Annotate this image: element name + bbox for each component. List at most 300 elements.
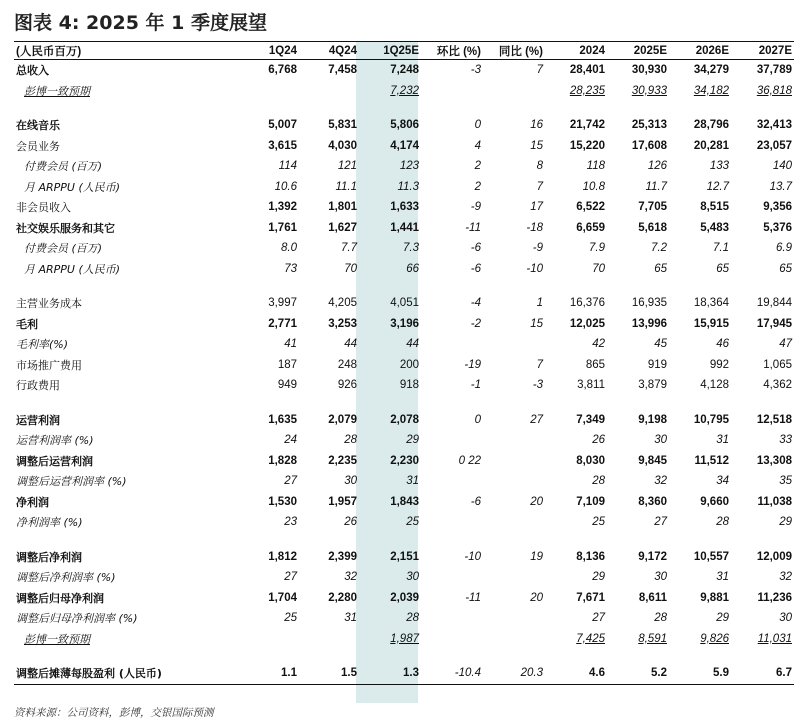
row-label: 净利润	[16, 495, 49, 509]
table-cell: 11,512	[694, 454, 729, 467]
table-row	[14, 512, 794, 533]
table-cell: 1,065	[763, 358, 792, 371]
table-cell: 865	[585, 358, 605, 371]
table-cell: 1,627	[328, 221, 357, 234]
table-cell: 9,826	[700, 632, 729, 645]
table-cell	[607, 396, 669, 410]
table-cell: -6	[470, 262, 481, 275]
table-cell	[483, 629, 545, 650]
table-cell: 29	[779, 516, 792, 529]
table-cell: 18,364	[693, 297, 729, 310]
table-cell: 5,007	[268, 119, 297, 132]
table-cell: 8,515	[700, 201, 729, 214]
header-cell: (人民币百万)	[14, 42, 234, 60]
table-cell: 28,796	[693, 119, 729, 132]
row-label: 市场推广费用	[16, 358, 82, 372]
table-cell: 0	[474, 119, 481, 132]
table-cell: 34,182	[693, 84, 729, 97]
table-cell	[483, 533, 545, 547]
row-label: 彭博一致预期	[24, 632, 90, 646]
table-cell: 28	[344, 434, 357, 447]
table-cell	[545, 279, 607, 293]
table-cell: 28	[592, 475, 605, 488]
table-cell: 11,236	[757, 591, 792, 604]
header-cell: 环比 (%)	[421, 42, 483, 60]
table-cell: 1,761	[268, 221, 297, 234]
table-cell: 7.3	[403, 242, 419, 255]
page-title: 图表 4: 2025 年 1 季度展望	[14, 12, 267, 34]
table-cell: 2,771	[268, 317, 297, 330]
row-label: 付费会员 (百万)	[24, 242, 103, 256]
table-cell: 8,360	[638, 495, 667, 508]
table-cell	[483, 512, 545, 533]
table-cell: 7,705	[638, 201, 667, 214]
table-cell: -4	[470, 297, 481, 310]
table-cell: 17,608	[631, 139, 667, 152]
header-cell: 2025E	[607, 42, 669, 60]
table-cell: 5,831	[328, 119, 357, 132]
table-cell	[421, 430, 483, 451]
table-cell	[359, 649, 421, 663]
table-cell: 1,812	[268, 550, 297, 563]
table-cell: 16,935	[631, 297, 667, 310]
spacer-row	[14, 101, 794, 115]
table-cell: 3,879	[638, 379, 667, 392]
table-cell	[669, 279, 731, 293]
table-cell	[234, 533, 299, 547]
table-cell: 23,057	[756, 139, 792, 152]
row-label	[14, 396, 234, 410]
table-cell	[421, 471, 483, 492]
table-row	[14, 177, 794, 198]
table-cell: 15	[530, 139, 543, 152]
table-row	[14, 492, 794, 513]
table-cell: 1.1	[234, 663, 299, 684]
table-cell: 2,151	[390, 550, 419, 563]
table-cell: 30	[779, 612, 792, 625]
table-cell: 28	[716, 516, 729, 529]
table-cell: 46	[716, 338, 729, 351]
table-cell: 1,957	[328, 495, 357, 508]
table-cell: -11	[465, 591, 481, 604]
table-cell: 7	[536, 358, 543, 371]
source-footnote: 资料来源：公司资料，彭博，交银国际预测	[14, 707, 214, 719]
row-label	[14, 533, 234, 547]
table-row	[14, 430, 794, 451]
table-cell: 8,030	[576, 454, 605, 467]
row-label: 毛利	[16, 317, 38, 331]
table-cell: 32	[654, 475, 667, 488]
table-cell	[421, 649, 483, 663]
table-cell	[731, 279, 794, 293]
table-cell: 1,828	[268, 454, 297, 467]
table-cell: 1	[536, 297, 543, 310]
table-cell: 65	[779, 262, 792, 275]
table-cell: 118	[586, 160, 605, 173]
table-cell: 1,392	[268, 201, 297, 214]
table-row	[14, 293, 794, 314]
table-cell: 2,235	[328, 454, 357, 467]
table-cell: -18	[526, 221, 543, 234]
table-cell: 7,671	[576, 591, 605, 604]
row-label: 调整后归母净利润	[16, 591, 104, 605]
table-cell: 0	[474, 413, 481, 426]
table-cell: -10.4	[421, 663, 483, 684]
table-cell: 2,399	[328, 550, 357, 563]
table-cell: 7,425	[576, 632, 605, 645]
table-cell: 2,280	[328, 591, 357, 604]
table-cell	[483, 81, 545, 102]
table-cell	[234, 279, 299, 293]
table-row	[14, 238, 794, 259]
table-cell: 20.3	[483, 663, 545, 684]
table-cell: 3,253	[328, 317, 357, 330]
table-cell: 248	[337, 358, 357, 371]
table-cell: 70	[592, 262, 605, 275]
table-cell	[421, 512, 483, 533]
table-cell	[299, 629, 359, 650]
table-cell: -3	[470, 64, 481, 77]
table-cell: 33	[779, 434, 792, 447]
table-cell: 7,248	[390, 64, 419, 77]
table-cell: 47	[779, 338, 792, 351]
table-cell	[421, 608, 483, 629]
header-cell: 2026E	[669, 42, 731, 60]
table-row	[14, 115, 794, 136]
table-cell	[299, 81, 359, 102]
row-label	[14, 101, 234, 115]
table-cell: 35	[779, 475, 792, 488]
table-cell: 2	[474, 180, 481, 193]
table-cell: 32	[344, 571, 357, 584]
table-cell: 7.7	[341, 242, 357, 255]
table-cell	[359, 533, 421, 547]
table-row	[14, 81, 794, 102]
row-label: 主营业务成本	[16, 297, 82, 311]
table-cell	[421, 81, 483, 102]
table-cell: 29	[716, 612, 729, 625]
table-cell: 32,413	[756, 119, 792, 132]
row-label: 调整后净利润率 (%)	[16, 571, 116, 585]
table-cell	[669, 649, 731, 663]
table-cell	[669, 101, 731, 115]
table-cell	[234, 649, 299, 663]
table-cell: 200	[399, 358, 419, 371]
table-cell	[607, 279, 669, 293]
table-cell: 1,633	[390, 201, 419, 214]
table-cell: 26	[592, 434, 605, 447]
table-cell: 11.7	[645, 180, 667, 193]
row-label: 付费会员 (百万)	[24, 160, 103, 174]
table-cell: 7,349	[576, 413, 605, 426]
table-cell: 24	[284, 434, 297, 447]
table-cell: 19	[530, 550, 543, 563]
table-cell: -6	[470, 242, 481, 255]
table-cell: 30,930	[631, 64, 667, 77]
table-cell	[234, 396, 299, 410]
table-cell: 44	[406, 338, 419, 351]
table-cell: 7	[536, 64, 543, 77]
table-cell: 926	[337, 379, 357, 392]
table-cell: 28	[654, 612, 667, 625]
table-cell	[731, 396, 794, 410]
table-cell	[299, 533, 359, 547]
header-cell: 4Q24	[299, 42, 359, 60]
table-cell: 6.7	[731, 663, 794, 684]
table-cell: 7.9	[589, 242, 605, 255]
spacer-row	[14, 649, 794, 663]
table-cell	[669, 533, 731, 547]
table-cell: 992	[709, 358, 729, 371]
table-cell: 36,818	[756, 84, 792, 97]
table-cell: 27	[284, 571, 297, 584]
table-cell: 9,660	[700, 495, 729, 508]
table-cell: 16	[530, 119, 543, 132]
row-label: 运营利润率 (%)	[16, 434, 94, 448]
table-cell	[359, 396, 421, 410]
row-label: 净利润率 (%)	[16, 516, 83, 530]
table-cell: 31	[344, 612, 357, 625]
table-cell: 8.0	[281, 242, 297, 255]
row-label	[14, 279, 234, 293]
table-cell: 7,109	[576, 495, 605, 508]
table-row	[14, 259, 794, 280]
table-row	[14, 547, 794, 568]
table-cell: 9,881	[700, 591, 729, 604]
table-cell: 140	[772, 160, 792, 173]
table-row	[14, 197, 794, 218]
table-cell: 918	[399, 379, 419, 392]
table-row	[14, 663, 794, 684]
table-cell: 32	[779, 571, 792, 584]
table-cell: 30	[654, 434, 667, 447]
table-cell: 7.1	[713, 242, 729, 255]
table-row	[14, 60, 794, 81]
row-label	[14, 649, 234, 663]
table-cell: 7,458	[328, 64, 357, 77]
row-label: 非会员收入	[16, 201, 71, 215]
table-cell: 2	[474, 160, 481, 173]
table-cell: 45	[654, 338, 667, 351]
table-cell: 4,051	[390, 297, 419, 310]
table-cell: -11	[465, 221, 481, 234]
table-cell: 12,009	[756, 550, 792, 563]
table-cell: 4,362	[763, 379, 792, 392]
table-cell: 114	[278, 160, 297, 173]
table-cell: 42	[592, 338, 605, 351]
table-cell: 1,635	[268, 413, 297, 426]
table-cell	[299, 649, 359, 663]
table-cell: 31	[406, 475, 419, 488]
table-cell: 12.7	[706, 180, 729, 193]
table-cell	[299, 396, 359, 410]
table-cell	[421, 279, 483, 293]
table-cell	[607, 533, 669, 547]
table-cell: 31	[716, 571, 729, 584]
table-cell: 4,174	[390, 139, 419, 152]
table-cell: 4.6	[545, 663, 607, 684]
table-row	[14, 156, 794, 177]
table-cell: 44	[344, 338, 357, 351]
row-label: 运营利润	[16, 413, 60, 427]
table-cell: 16,376	[569, 297, 605, 310]
table-cell: 5,483	[700, 221, 729, 234]
table-cell	[299, 101, 359, 115]
table-cell: 0 22	[458, 454, 481, 467]
row-label: 社交娱乐服务和其它	[16, 221, 115, 235]
table-cell: 27	[530, 413, 543, 426]
table-cell	[483, 279, 545, 293]
header-cell: 1Q24	[234, 42, 299, 60]
table-cell: 10.6	[274, 180, 297, 193]
table-cell: -10	[464, 550, 481, 563]
table-cell	[421, 334, 483, 355]
table-cell	[483, 101, 545, 115]
table-cell	[545, 649, 607, 663]
table-cell: 5,376	[763, 221, 792, 234]
table-cell: 13,996	[631, 317, 667, 330]
table-cell: 1,843	[390, 495, 419, 508]
spacer-row	[14, 533, 794, 547]
table-cell: 73	[284, 262, 297, 275]
table-cell: 9,198	[638, 413, 667, 426]
table-cell	[483, 451, 545, 472]
spacer-row	[14, 396, 794, 410]
table-cell: 7.2	[651, 242, 667, 255]
table-cell: -2	[470, 317, 481, 330]
table-cell	[421, 533, 483, 547]
table-cell: -6	[470, 495, 481, 508]
table-cell: 1.5	[299, 663, 359, 684]
table-row	[14, 218, 794, 239]
table-cell	[359, 101, 421, 115]
table-cell: 70	[344, 262, 357, 275]
table-cell: 37,789	[756, 64, 792, 77]
table-cell: 20	[530, 591, 543, 604]
table-cell	[483, 430, 545, 451]
table-cell: 19,844	[756, 297, 792, 310]
table-cell: 28,235	[569, 84, 605, 97]
row-label: 毛利率(%)	[16, 338, 69, 352]
table-cell: 9,172	[638, 550, 667, 563]
table-row	[14, 567, 794, 588]
table-row	[14, 334, 794, 355]
table-cell: 6,659	[576, 221, 605, 234]
row-label: 会员业务	[16, 139, 60, 153]
table-cell: 13.7	[769, 180, 792, 193]
table-cell: 3,615	[268, 139, 297, 152]
table-cell: 8,591	[638, 632, 667, 645]
table-cell: 8	[536, 160, 543, 173]
table-cell: 12,518	[756, 413, 792, 426]
table-cell	[731, 649, 794, 663]
table-cell	[234, 101, 299, 115]
table-cell: -3	[532, 379, 543, 392]
table-cell: 3,997	[268, 297, 297, 310]
table-cell: 30,933	[631, 84, 667, 97]
table-cell: -10	[526, 262, 543, 275]
table-cell: 17	[530, 201, 543, 214]
table-cell: 121	[337, 160, 357, 173]
table-cell	[483, 396, 545, 410]
table-cell: 11,031	[757, 632, 792, 645]
table-cell: 1,801	[328, 201, 357, 214]
table-cell: 10.8	[582, 180, 605, 193]
table-cell: 4,205	[328, 297, 357, 310]
table-cell: 123	[399, 160, 419, 173]
row-label: 彭博一致预期	[24, 84, 90, 98]
table-cell: 6.9	[776, 242, 792, 255]
row-label: 月 ARPPU (人民币)	[24, 180, 121, 194]
table-cell: 26	[344, 516, 357, 529]
table-cell: 27	[654, 516, 667, 529]
table-cell: 34	[716, 475, 729, 488]
table-cell: 20,281	[693, 139, 729, 152]
table-cell: 15,915	[693, 317, 729, 330]
row-label: 调整后摊薄每股盈利 (人民币)	[14, 663, 234, 684]
table-cell: 4	[474, 139, 481, 152]
table-cell: 949	[277, 379, 297, 392]
table-cell: 27	[284, 475, 297, 488]
table-cell: 4,128	[700, 379, 729, 392]
table-cell: 6,522	[576, 201, 605, 214]
table-cell: 25	[592, 516, 605, 529]
table-cell: 1,530	[268, 495, 297, 508]
table-cell: 15,220	[569, 139, 605, 152]
table-cell	[731, 533, 794, 547]
table-cell	[421, 101, 483, 115]
table-cell	[483, 334, 545, 355]
row-label: 调整后归母净利润率 (%)	[16, 612, 138, 626]
table-cell	[421, 629, 483, 650]
table-cell: 17,945	[756, 317, 792, 330]
table-cell	[421, 396, 483, 410]
table-cell: 1,987	[390, 632, 419, 645]
table-row	[14, 136, 794, 157]
table-row	[14, 451, 794, 472]
table-cell: 29	[592, 571, 605, 584]
table-cell: 187	[277, 358, 297, 371]
table-cell: 30	[344, 475, 357, 488]
table-cell: 30	[654, 571, 667, 584]
table-cell: 5.9	[669, 663, 731, 684]
table-cell: 21,742	[569, 119, 605, 132]
table-cell	[483, 567, 545, 588]
table-cell: 11.3	[397, 180, 419, 193]
table-body	[14, 60, 794, 685]
table-cell: 1,441	[390, 221, 419, 234]
table-row	[14, 314, 794, 335]
table-cell: 12,025	[569, 317, 605, 330]
table-cell	[483, 608, 545, 629]
header-cell: 同比 (%)	[483, 42, 545, 60]
table-cell: 5,806	[390, 119, 419, 132]
table-cell: 41	[284, 338, 297, 351]
table-cell: 9,356	[763, 201, 792, 214]
table-cell: 133	[709, 160, 729, 173]
table-cell	[299, 279, 359, 293]
table-cell: 25	[284, 612, 297, 625]
table-cell: 1.3	[359, 663, 421, 684]
table-cell: 2,039	[390, 591, 419, 604]
table-cell: 28,401	[569, 64, 605, 77]
table-cell	[234, 629, 299, 650]
table-cell: 8,611	[638, 591, 667, 604]
row-label: 月 ARPPU (人民币)	[24, 262, 121, 276]
table-cell	[545, 396, 607, 410]
spacer-row	[14, 279, 794, 293]
table-cell: 20	[530, 495, 543, 508]
